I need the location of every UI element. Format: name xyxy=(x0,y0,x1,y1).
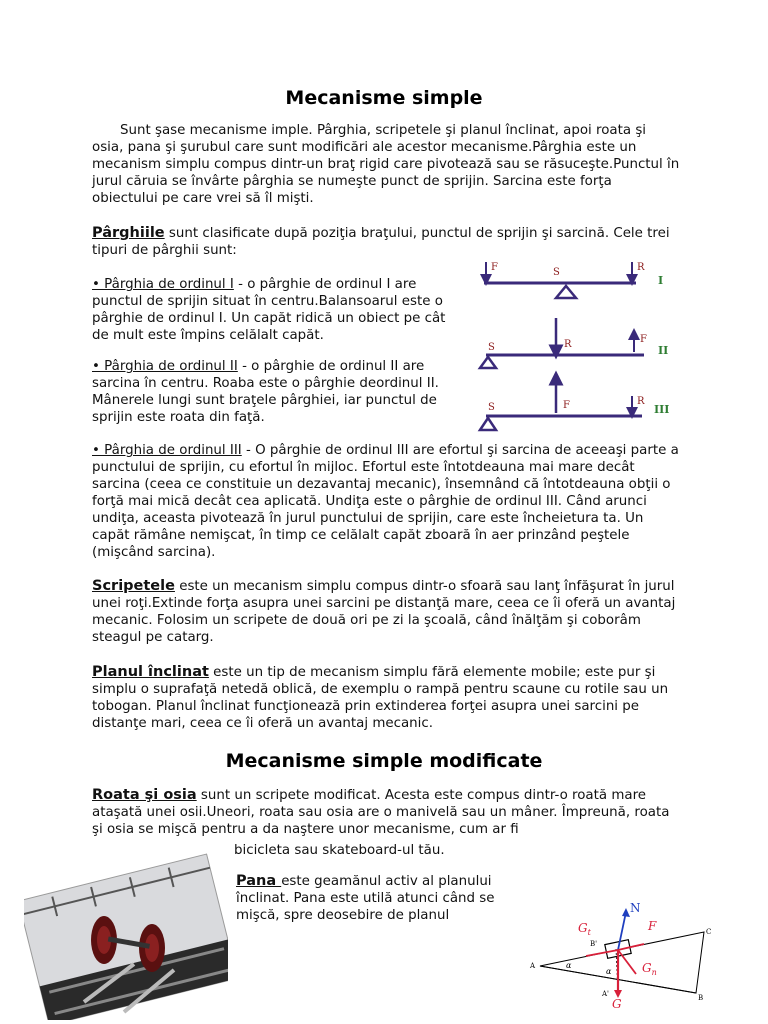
fulcrum-icon xyxy=(556,286,576,298)
planul-text: este un tip de mecanism simplu fără elemente mobile; este pur şi simplu o suprafaţă netedă oblică, de exemplu o rampă pentru scaune cu rotile sau un tobogan. Planul înclinat funcţionează prin extinderea forţei asupra unei sarcini pe distanţe mari, ceea ce îi oferă un avantaj mecanic. xyxy=(92,665,669,731)
label-B: B xyxy=(698,994,704,1002)
lever-roman-numeral: II xyxy=(658,344,669,357)
label-B-prime: B' xyxy=(590,940,598,948)
scripetele-text: este un mecanism simplu compus dintr-o sfoară sau lanţ înfăşurat în jurul unei roţi.Extinde forţa asupra unei sarcini pe distanţă mare, ceea ce îi oferă un avantaj mecanic. Folosim un scripete de două ori pe zi la şcoală, când înălţăm şi coborâm steagul pe catarg. xyxy=(92,579,676,645)
lever-label-left: S xyxy=(488,402,495,413)
lever-label-right: R xyxy=(637,262,645,273)
label-N: N xyxy=(630,901,641,915)
fulcrum-icon xyxy=(480,418,496,430)
lever2-label: • Pârghia de ordinul II xyxy=(92,359,238,374)
parghiile-heading: Pârghiile xyxy=(92,225,165,241)
page-title: Mecanisme simple xyxy=(285,87,483,109)
lever-class-2 xyxy=(480,318,668,368)
lever2-text: - o pârghie de ordinul II are sarcina în centru. Roaba este o pârghie deordinul II. Mânerele lungi sunt braţele pârghiei, iar punctul de sprijin este roata din faţă. xyxy=(92,359,439,425)
roata-paragraph xyxy=(92,787,682,838)
lever-roman-numeral: III xyxy=(654,403,670,416)
label-F: F xyxy=(648,919,657,933)
lever-label-middle: R xyxy=(564,339,572,350)
label-Gn: $G_n$ xyxy=(642,961,657,977)
lever-class-3 xyxy=(480,378,669,430)
lever-label-right: F xyxy=(640,334,647,345)
pana-paragraph xyxy=(236,873,516,924)
fulcrum-icon xyxy=(480,357,496,368)
lever1-paragraph xyxy=(92,276,464,344)
lever-label-left: S xyxy=(488,342,495,353)
parghiile-text: sunt clasificate după poziţia braţului, punctul de sprijin şi sarcină. Cele trei tipuri de pârghii sunt: xyxy=(92,226,670,258)
scripetele-heading: Scripetele xyxy=(92,578,175,594)
normal-force-arrow xyxy=(618,912,626,950)
applied-force-arrow xyxy=(618,944,644,950)
roata-heading: Roata şi osia xyxy=(92,787,197,803)
lever-label-right: R xyxy=(637,396,645,407)
lever-diagram xyxy=(474,256,684,436)
lever-label-left: F xyxy=(491,262,498,273)
section-title: Mecanisme simple modificate xyxy=(225,750,543,772)
roata-last-line: bicicleta sau skateboard-ul tău. xyxy=(234,843,445,858)
lever-label-middle: F xyxy=(563,400,570,411)
lever3-paragraph xyxy=(92,442,682,561)
lever2-paragraph xyxy=(92,358,464,426)
lever1-text: - o pârghie de ordinul I are punctul de sprijin situat în centru.Balansoarul este o pârghie de ordinul I. Un capăt ridică un obiect pe cât de mult este împins celălalt capăt. xyxy=(92,277,446,343)
lever1-label: • Pârghia de ordinul I xyxy=(92,277,234,292)
lever-class-1 xyxy=(484,262,663,298)
tangential-gravity-arrow xyxy=(586,950,618,956)
label-G: G xyxy=(612,997,622,1011)
scripetele-paragraph xyxy=(92,578,682,646)
lever3-text: - O pârghie de ordinul III are efortul şi sarcina de aceeaşi parte a punctului de sprijin, cu efortul în mijloc. Efortul este întotdeauna mai mare decât sarcina (ceea ce constituie un dezavantaj mecanic), însemnând că întotdeauna obţii o forţă mai mică decât cea aplicată. Undiţa este o pârghie de ordinul III. Când arunci undiţa, aceasta pivotează în jurul punctului de sprijin, care este încheietura ta. Un capăt rămâne nemişcat, în timp ce celălalt capăt zboară în aer prinzând peştele (mişcând sarcina). xyxy=(92,443,679,560)
planul-heading: Planul înclinat xyxy=(92,664,209,680)
lever-label-middle: S xyxy=(553,267,560,278)
pana-text: este geamănul activ al planului înclinat. Pana este utilă atunci când se mişcă, spre deosebire de planul xyxy=(236,874,495,923)
pana-heading: Pana xyxy=(236,873,282,889)
label-Gt: $G_t$ xyxy=(578,921,591,937)
label-A: A xyxy=(530,962,536,970)
roata-text: sunt un scripete modificat. Acesta este compus dintr-o roată mare ataşată unei osii.Uneori, roata sau osia are o manivelă sau un mâner. Împreună, roata şi osia se mişcă pentru a da naştere unor mecanisme, cum ar fi xyxy=(92,788,670,837)
lever-roman-numeral: I xyxy=(658,274,664,287)
parghiile-paragraph xyxy=(92,225,682,259)
intro-paragraph: Sunt şase mecanisme imple. Pârghia, scripetele şi planul înclinat, apoi roata şi osia, pana şi şurubul care sunt modificări ale acestor mecanisme.Pârghia este un mecanism simplu compus dintr-un braţ rigid care pivotează sau se răsuceşte.Punctul în jurul căruia se învârte pârghia se numeşte punct de sprijin. Sarcina este forţa obiectului pe care vrei să îl mişti. xyxy=(92,123,680,206)
railway-wheelset-photo xyxy=(24,852,228,1020)
incline-force-diagram xyxy=(526,898,722,1022)
normal-gravity-arrow xyxy=(618,950,636,974)
label-alpha-1: α xyxy=(566,961,572,970)
label-alpha-2: α xyxy=(606,967,612,976)
lever3-label: • Pârghia de ordinul III xyxy=(92,443,242,458)
label-C: C xyxy=(706,928,712,936)
planul-paragraph xyxy=(92,664,682,732)
label-A-prime: A' xyxy=(602,990,609,998)
